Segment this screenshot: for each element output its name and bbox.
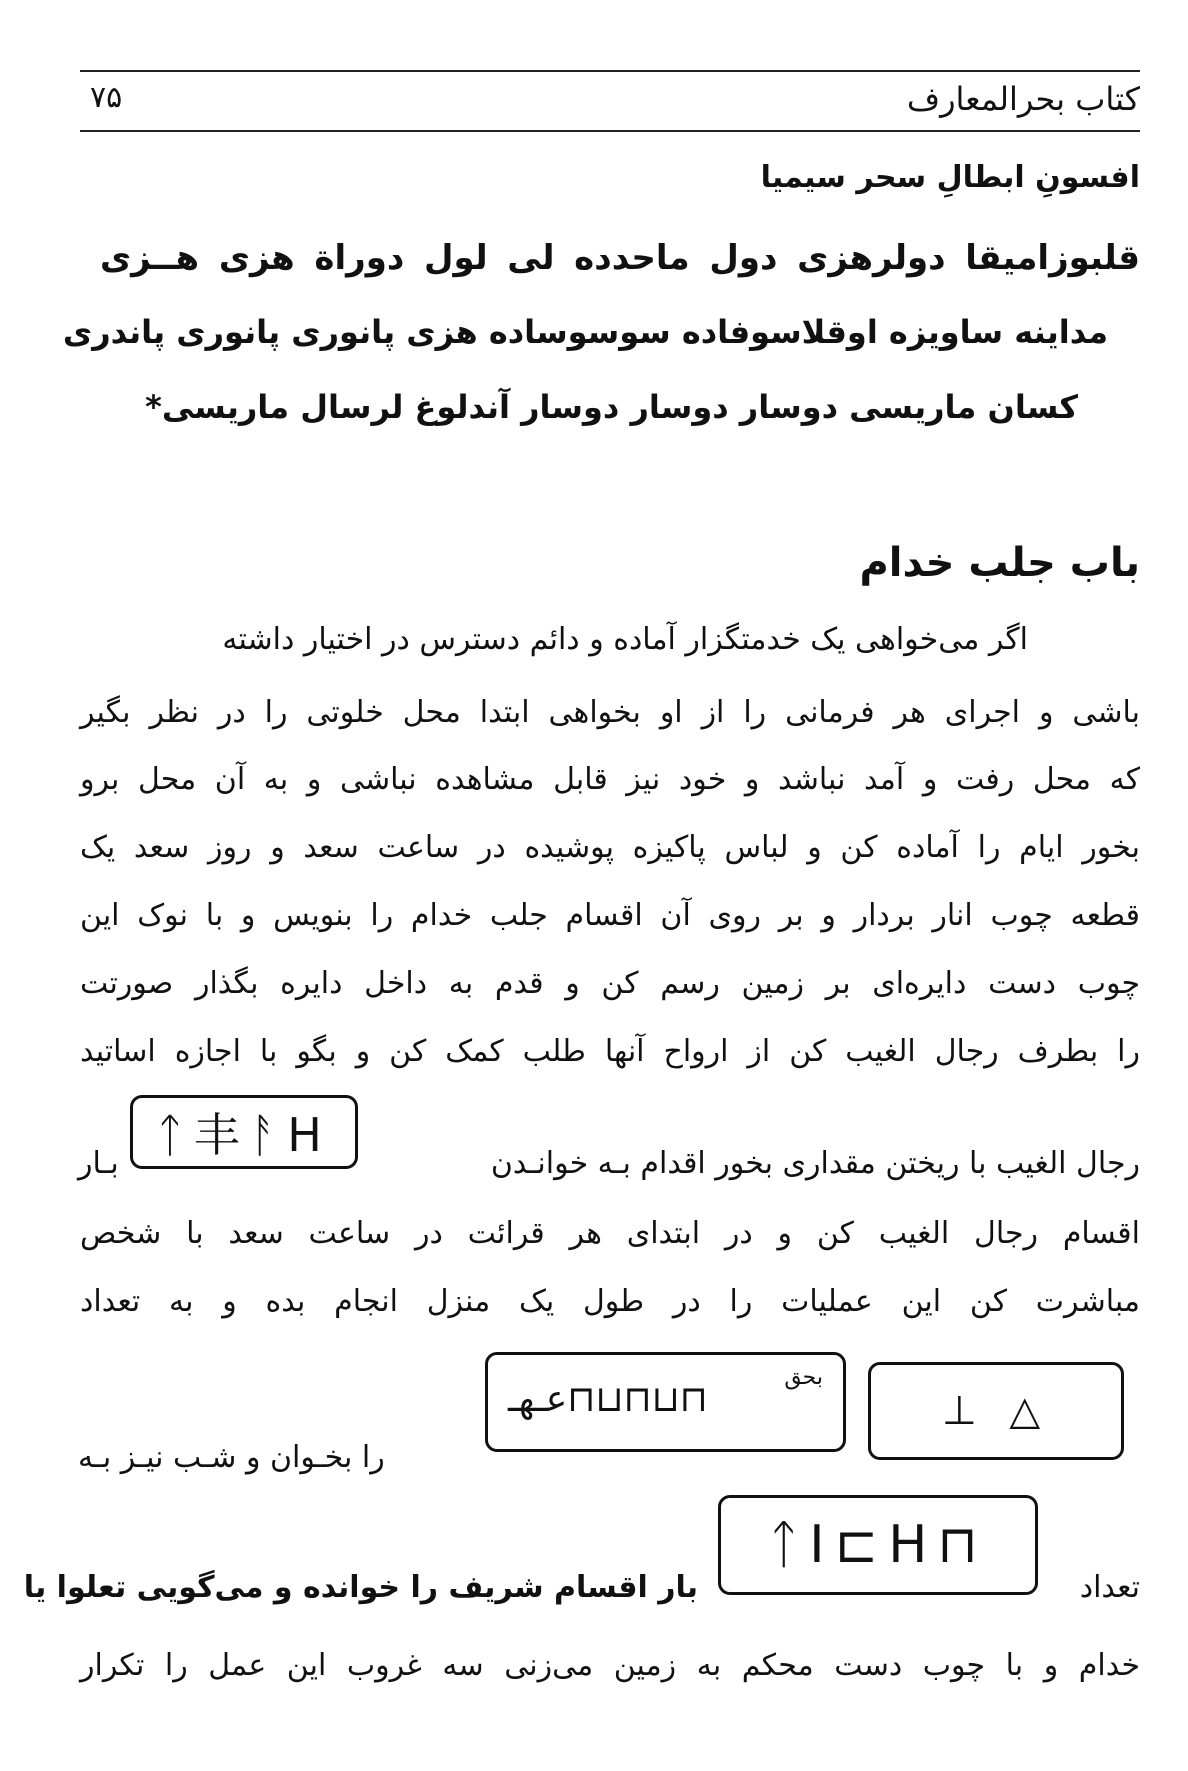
book-title: کتاب بحرالمعارف <box>906 80 1140 118</box>
body-line-7: را بطرف رجال الغیب کن از ارواح آنها طلب کمک کن و بگو با اجازه اساتید <box>80 1034 1140 1069</box>
chapter-title: باب جلب خدام <box>859 540 1140 586</box>
spell-line-1: قلبوزامیقا دولرهزی دول ماحدده لی لول دوراة هزی هــزی <box>100 238 1140 278</box>
seal-label: بحق <box>784 1365 823 1390</box>
seal-symbol-2 <box>485 1352 846 1452</box>
seal-glyphs-2: عـهـ⊓⊔⊓⊔⊓ <box>508 1379 708 1420</box>
body-line-1: اگر می‌خواهی یک خدمتگزار آماده و دائم دسترس در اختیار داشته <box>222 622 1028 657</box>
spell-line-3: کسان ماریسی دوسار دوسار دوسار آندلوغ لرسال ماریسی* <box>145 388 1078 426</box>
spell-heading: افسونِ ابطالِ سحر سیمیا <box>760 160 1140 195</box>
body-line-9: اقسام رجال الغیب کن و در ابتدای هر قرائت در ساعت سعد با شخص <box>80 1216 1140 1251</box>
body-line-12: بار اقسام شریف را خوانده و می‌گویی تعلوا یا <box>23 1570 698 1605</box>
body-line-12-start: تعداد <box>1079 1570 1140 1605</box>
body-line-5: قطعه چوب انار بردار و بر روی آن اقسام جلب خدام را بنویس و با نوک این <box>80 898 1140 933</box>
seal-symbol-4: ᛏI⊏H⊓ <box>718 1495 1038 1595</box>
body-line-2: باشی و اجرای هر فرمانی را از او بخواهی ابتدا محل خلوتی را در نظر بگیر <box>80 695 1140 730</box>
page-number: ۷۵ <box>90 80 123 115</box>
body-line-10: مباشرت کن این عملیات را در طول یک منزل انجام بده و به تعداد <box>80 1284 1140 1319</box>
seal-symbol-3: ⊥ △ <box>868 1362 1124 1460</box>
body-line-11: را بخـوان و شـب نیـز بـه <box>78 1440 385 1475</box>
body-line-8-end: بـار <box>78 1146 119 1181</box>
spell-line-2: مداینه ساویزه اوقلاسوفاده سوسوساده هزی پانوری پانوری پاندری <box>62 313 1108 351</box>
page-header <box>80 70 1140 132</box>
body-line-13: خدام و با چوب دست محکم به زمین می‌زنی سه غروب این عمل را تکرار <box>80 1648 1140 1683</box>
body-line-4: بخور ایام را آماده کن و لباس پاکیزه پوشیده در ساعت سعد و روز سعد یک <box>80 830 1140 865</box>
body-line-8: رجال الغیب با ریختن مقداری بخور اقدام بـه خوانـدن <box>490 1146 1140 1181</box>
seal-symbol-1: ᛏ丰ᚨH <box>130 1095 358 1169</box>
body-line-3: که محل رفت و آمد نباشد و خود نیز قابل مشاهده نباشی و به آن محل برو <box>80 762 1140 797</box>
body-line-6: چوب دست دایره‌ای بر زمین رسم کن و قدم به داخل دایره بگذار صورتت <box>80 966 1140 1001</box>
